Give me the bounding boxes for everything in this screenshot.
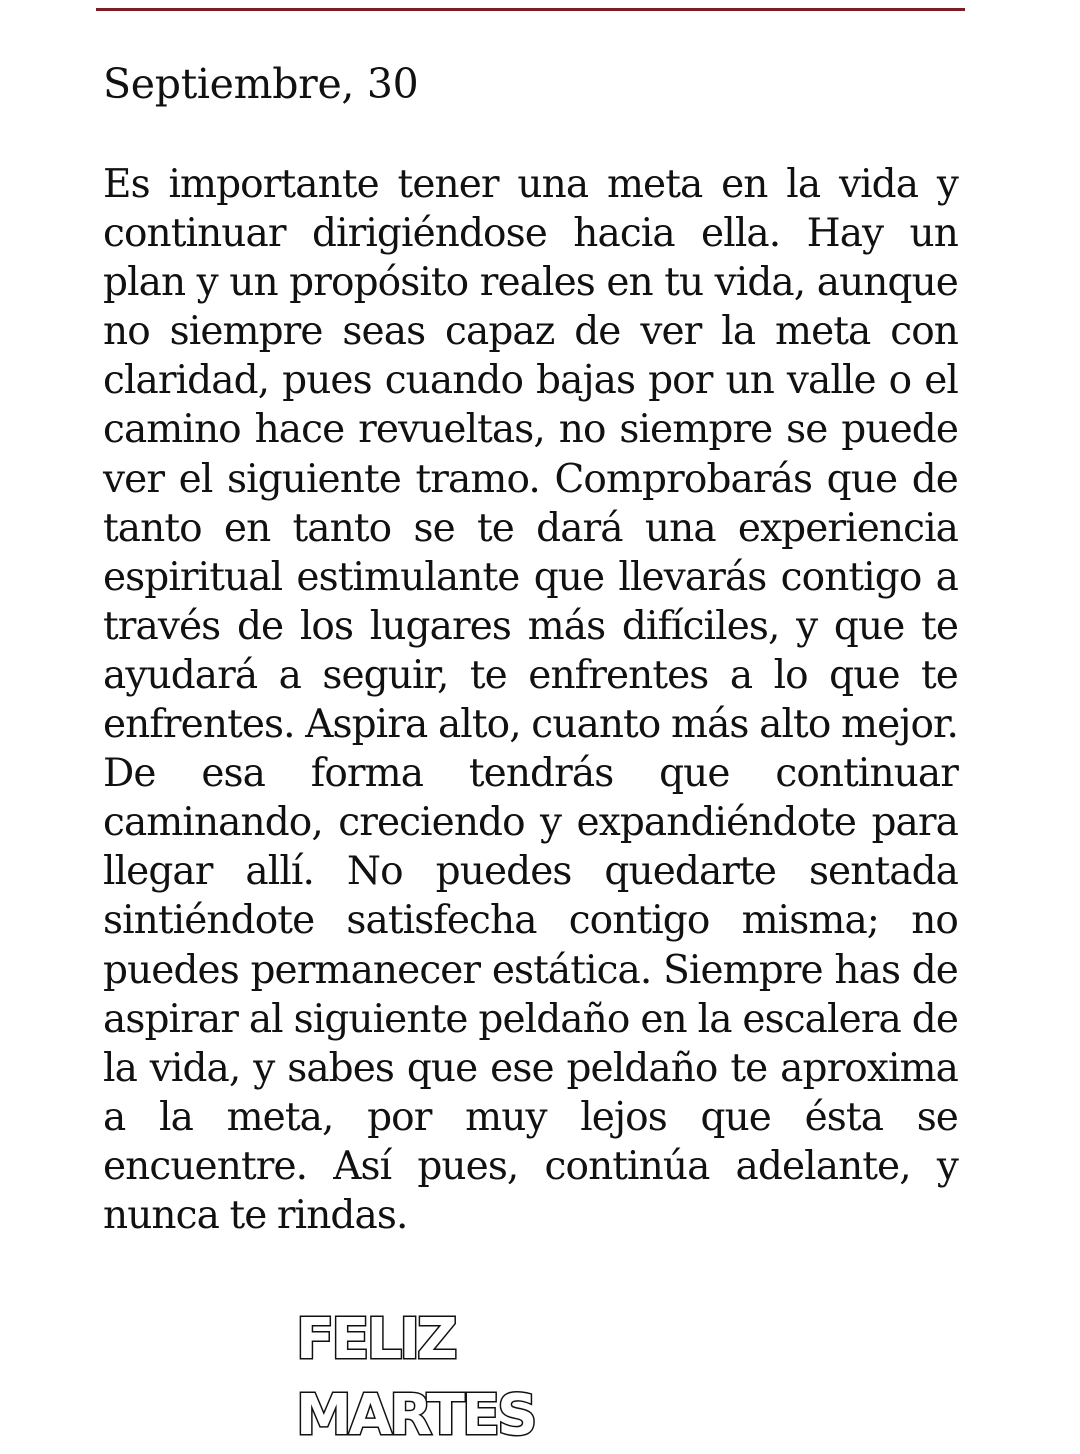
meditation-paragraph: Es importante tener una meta en la vida y continuar dirigiéndose hacia ella. Hay un plan y un propósito reales en tu vida, aunque no siempre seas capaz de ver la meta con claridad, pues cuando bajas por un valle o el camino hace revueltas, no siempre se puede ver el siguiente tramo. Comprobarás que de tanto en tanto se te dará una experiencia espiritual estimulante que llevarás contigo a través de los lugares más difíciles, y que te ayudará a seguir, te enfrentes a lo que te enfrentes. Aspira alto, cuanto más alto mejor. De esa forma tendrás que continuar caminando, creciendo y expandiéndote para llegar allí. No puedes quedarte sentada sintiéndote satisfecha contigo misma; no puedes permanecer estática. Siempre has de aspirar al siguiente peldaño en la escalera de la vida, y sabes que ese peldaño te aproxima a la meta, por muy lejos que ésta se encuentre. Así pues, continúa adelante, y nunca te rindas. <box>103 162 958 1238</box>
greeting-banner: FELIZ MARTES <box>296 1307 535 1448</box>
entry-date: Septiembre, 30 <box>103 60 419 108</box>
header-rule <box>96 8 965 11</box>
